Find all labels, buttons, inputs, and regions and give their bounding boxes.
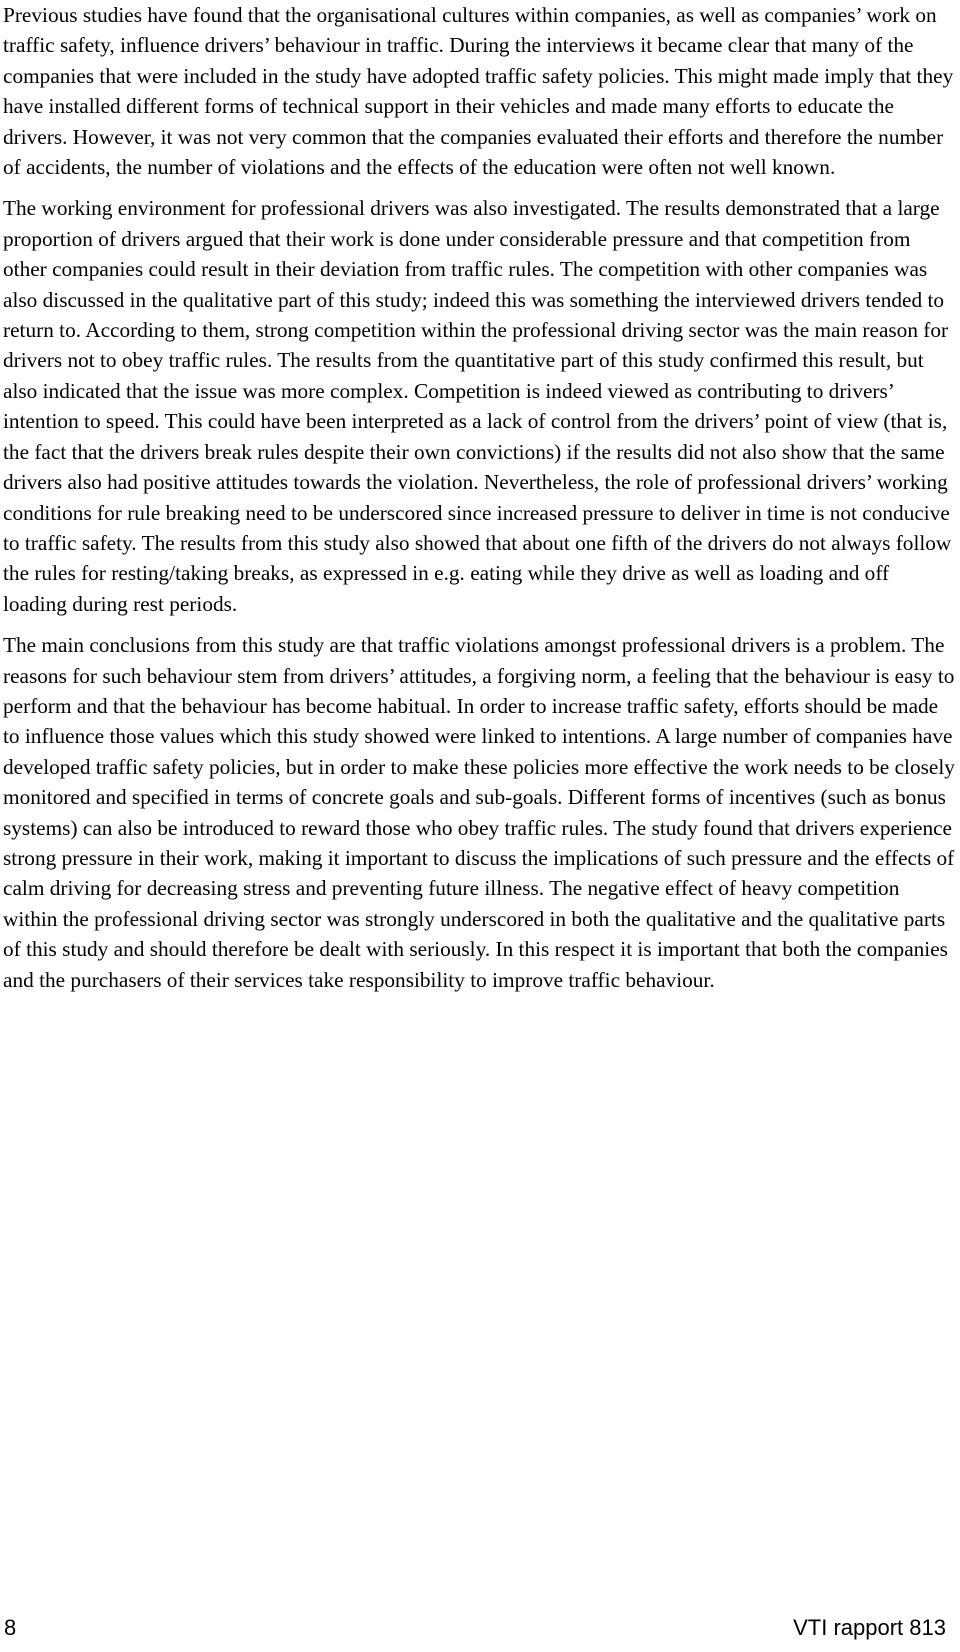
- page-number: 8: [4, 1615, 17, 1640]
- paragraph-working-environment: The working environment for professional drivers was also investigated. The results demonstrated that a large proportion of drivers argued that their work is done under considerable pressure and that competition from other companies could result in their deviation from traffic rules. The competition with other companies was also discussed in the qualitative part of this study; indeed this was something the interviewed drivers tended to return to. According to them, strong competition within the professional driving sector was the main reason for drivers not to obey traffic rules. The results from the quantitative part of this study confirmed this result, but also indicated that the issue was more complex. Competition is indeed viewed as contributing to drivers’ intention to speed. This could have been interpreted as a lack of control from the drivers’ point of view (that is, the fact that the drivers break rules despite their own convictions) if the results did not also show that the same drivers also had positive attitudes towards the violation. Nevertheless, the role of professional drivers’ working conditions for rule breaking need to be underscored since increased pressure to deliver in time is not conducive to traffic safety. The results from this study also showed that about one fifth of the drivers do not always follow the rules for resting/taking breaks, as expressed in e.g. eating while they drive as well as loading and off loading during rest periods.: [3, 196, 952, 616]
- paragraph-main-conclusions: The main conclusions from this study are that traffic violations amongst professional drivers is a problem. The reasons for such behaviour stem from drivers’ attitudes, a forgiving norm, a feeling that the behaviour is easy to perform and that the behaviour has become habitual. In order to increase traffic safety, efforts should be made to influence those values which this study showed were linked to intentions. A large number of companies have developed traffic safety policies, but in order to make these policies more effective the work needs to be closely monitored and specified in terms of concrete goals and sub-goals. Different forms of incentives (such as bonus systems) can also be introduced to reward those who obey traffic rules. The study found that drivers experience strong pressure in their work, making it important to discuss the implications of such pressure and the effects of calm driving for decreasing stress and preventing future illness. The negative effect of heavy competition within the professional driving sector was strongly underscored in both the qualitative and the qualitative parts of this study and should therefore be dealt with seriously. In this respect it is important that both the companies and the purchasers of their services take responsibility to improve traffic behaviour.: [3, 633, 955, 992]
- paragraph-organisational-culture: Previous studies have found that the organisational cultures within companies, as well as companies’ work on traffic safety, influence drivers’ behaviour in traffic. During the interviews it became clear that many of the companies that were included in the study have adopted traffic safety policies. This might made imply that they have installed different forms of technical support in their vehicles and made many efforts to educate the drivers. However, it was not very common that the companies evaluated their efforts and therefore the number of accidents, the number of violations and the effects of the education were often not well known.: [3, 3, 954, 180]
- page-footer: [4, 1614, 946, 1642]
- report-label: VTI rapport 813: [793, 1615, 946, 1640]
- document-body: [3, 0, 955, 1006]
